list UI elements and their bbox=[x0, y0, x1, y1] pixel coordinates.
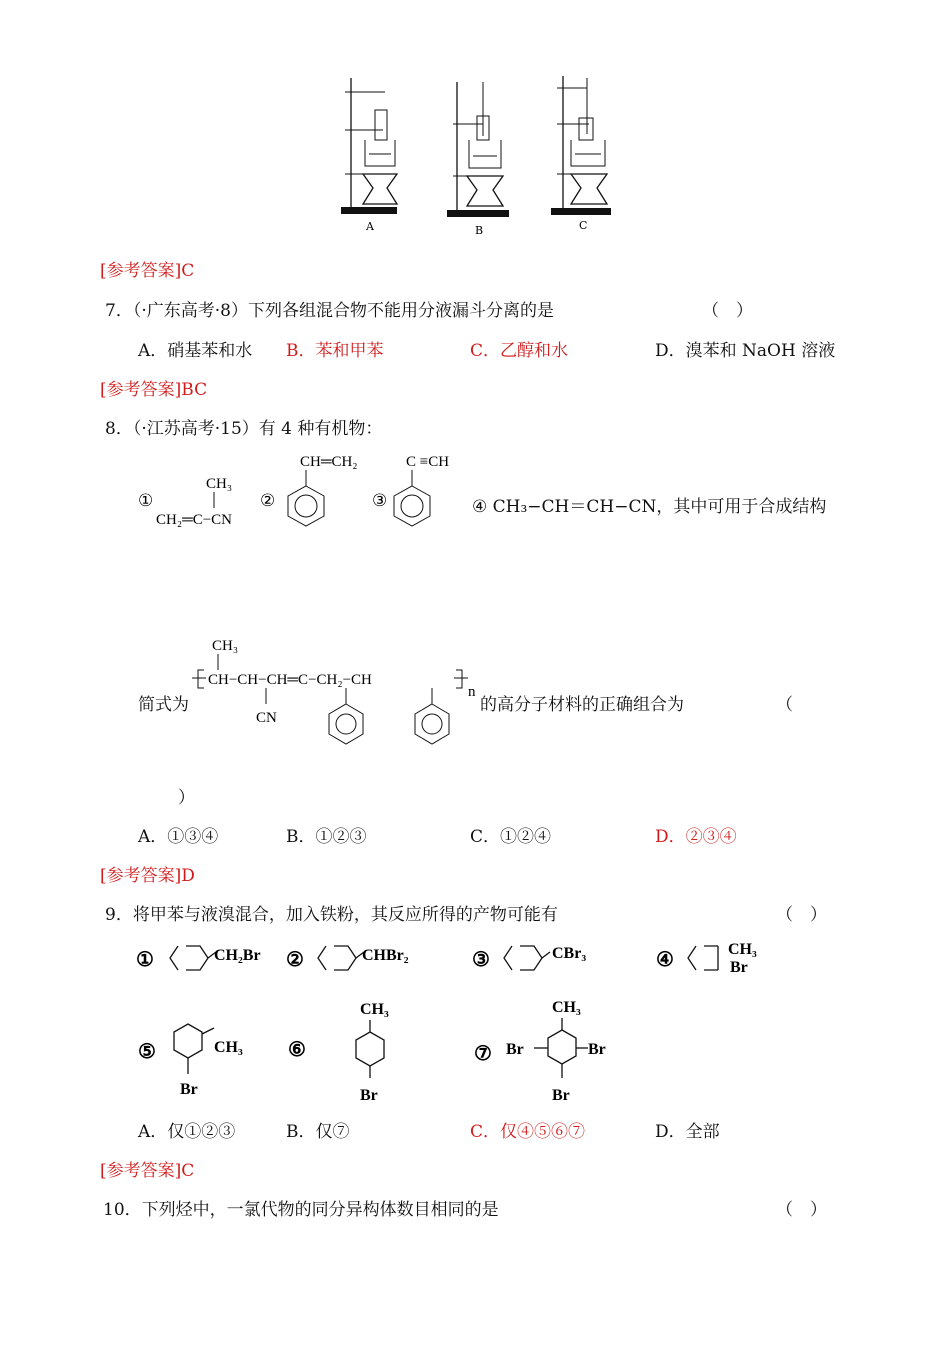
m1-number: ① bbox=[138, 491, 154, 510]
m2-vinyl: CH═CH₂ bbox=[300, 454, 358, 470]
answer-9: [参考答案]C bbox=[100, 1161, 195, 1181]
s1-number: ① bbox=[136, 949, 154, 971]
m2-number: ② bbox=[260, 491, 276, 510]
s5-number: ⑤ bbox=[138, 1041, 156, 1063]
question-9-paren: （ ） bbox=[776, 905, 827, 925]
q9-option-c: C．仅④⑤⑥⑦ bbox=[470, 1122, 586, 1142]
polymer-ring-2 bbox=[415, 704, 449, 744]
s6-ring bbox=[356, 1032, 384, 1066]
polymer-cn: CN bbox=[256, 710, 277, 726]
question-8-stem: 8．（·江苏高考·15）有 4 种有机物： bbox=[105, 419, 383, 439]
distillation-apparatus-figure bbox=[335, 70, 635, 240]
answer-8: [参考答案]D bbox=[100, 866, 195, 886]
m3-number: ③ bbox=[372, 491, 388, 510]
m4-and-prompt: ④ CH₃−CH＝CH−CN，其中可用于合成结构 bbox=[472, 497, 827, 517]
apparatus-a bbox=[341, 78, 397, 233]
s7-bromo-left: Br bbox=[506, 1041, 524, 1058]
polymer-bracket-left bbox=[198, 670, 204, 688]
q9-structures bbox=[130, 928, 790, 1118]
q7-option-c: C．乙醇和水 bbox=[470, 341, 569, 361]
question-10-stem: 10．下列烃中，一氯代物的同分异构体数目相同的是 bbox=[103, 1200, 499, 1220]
q8-paren-close: ） bbox=[178, 788, 195, 808]
polymer-structure bbox=[192, 630, 480, 755]
apparatus-label-b: B bbox=[475, 224, 484, 237]
q8-option-c: C．①②④ bbox=[470, 827, 552, 847]
s1-ring bbox=[170, 946, 208, 970]
q8-option-b: B．①②③ bbox=[286, 827, 367, 847]
s5-ring bbox=[174, 1024, 202, 1058]
s6-bromo: Br bbox=[360, 1087, 378, 1104]
polymer-prefix: 简式为 bbox=[138, 695, 189, 715]
polymer-ring-1 bbox=[329, 704, 363, 744]
m3-benzene-ring bbox=[394, 486, 430, 526]
q7-option-a: A．硝基苯和水 bbox=[138, 341, 253, 361]
q8-option-a: A．①③④ bbox=[138, 827, 219, 847]
s2-number: ② bbox=[286, 949, 304, 971]
polymer-bracket-right bbox=[456, 670, 462, 688]
question-7-paren: （ ） bbox=[702, 301, 753, 321]
question-10-paren: （ ） bbox=[776, 1200, 827, 1220]
s4-ring bbox=[688, 946, 718, 970]
s7-bromo-bottom: Br bbox=[552, 1087, 570, 1104]
s2-substituent: CHBr₂ bbox=[362, 947, 409, 964]
apparatus-b bbox=[447, 82, 509, 237]
m3-ethynyl: C ≡CH bbox=[406, 454, 450, 470]
s3-ring bbox=[504, 946, 542, 970]
polymer-chain: CH−CH−CH═C−CH₂−CH bbox=[208, 672, 372, 688]
s1-substituent: CH₂Br bbox=[214, 947, 261, 964]
s3-number: ③ bbox=[472, 949, 490, 971]
question-7-stem: 7．（·广东高考·8）下列各组混合物不能用分液漏斗分离的是 bbox=[105, 301, 554, 321]
m1-ch3: CH₃ bbox=[206, 476, 233, 492]
apparatus-label-c: C bbox=[579, 219, 588, 232]
q9-option-d: D．全部 bbox=[655, 1122, 720, 1142]
apparatus-c bbox=[551, 76, 611, 232]
s6-methyl: CH₃ bbox=[360, 1001, 389, 1018]
s5-methyl: CH₃ bbox=[214, 1039, 243, 1056]
q7-option-d: D．溴苯和 NaOH 溶液 bbox=[655, 341, 836, 361]
q8-option-d: D．②③④ bbox=[655, 827, 737, 847]
s4-number: ④ bbox=[656, 949, 674, 971]
polymer-ch3: CH₃ bbox=[212, 638, 239, 654]
s2-ring bbox=[318, 946, 356, 970]
s7-methyl: CH₃ bbox=[552, 999, 581, 1016]
polymer-suffix: 的高分子材料的正确组合为 bbox=[480, 695, 684, 715]
answer-7: [参考答案]BC bbox=[100, 380, 208, 400]
s6-number: ⑥ bbox=[288, 1039, 306, 1061]
apparatus-label-a: A bbox=[366, 220, 374, 233]
s7-number: ⑦ bbox=[474, 1043, 492, 1065]
s4-bromo: Br bbox=[730, 959, 748, 976]
q9-option-a: A．仅①②③ bbox=[138, 1122, 236, 1142]
s4-methyl: CH₃ bbox=[728, 941, 757, 958]
s7-ring bbox=[548, 1030, 576, 1064]
q8-paren-open: （ bbox=[776, 695, 793, 715]
q9-option-b: B．仅⑦ bbox=[286, 1122, 350, 1142]
q8-molecules bbox=[130, 448, 480, 538]
s3-substituent: CBr₃ bbox=[552, 945, 587, 962]
m1-chain: CH₂═C−CN bbox=[156, 512, 232, 528]
q7-option-b: B．苯和甲苯 bbox=[286, 341, 384, 361]
polymer-subscript-n: n bbox=[468, 684, 476, 700]
m2-benzene-ring bbox=[288, 486, 324, 526]
question-9-stem: 9．将甲苯与液溴混合，加入铁粉，其反应所得的产物可能有 bbox=[105, 905, 558, 925]
answer-6: [参考答案]C bbox=[100, 261, 195, 281]
s7-bromo-right: Br bbox=[588, 1041, 606, 1058]
s5-bromo: Br bbox=[180, 1081, 198, 1098]
